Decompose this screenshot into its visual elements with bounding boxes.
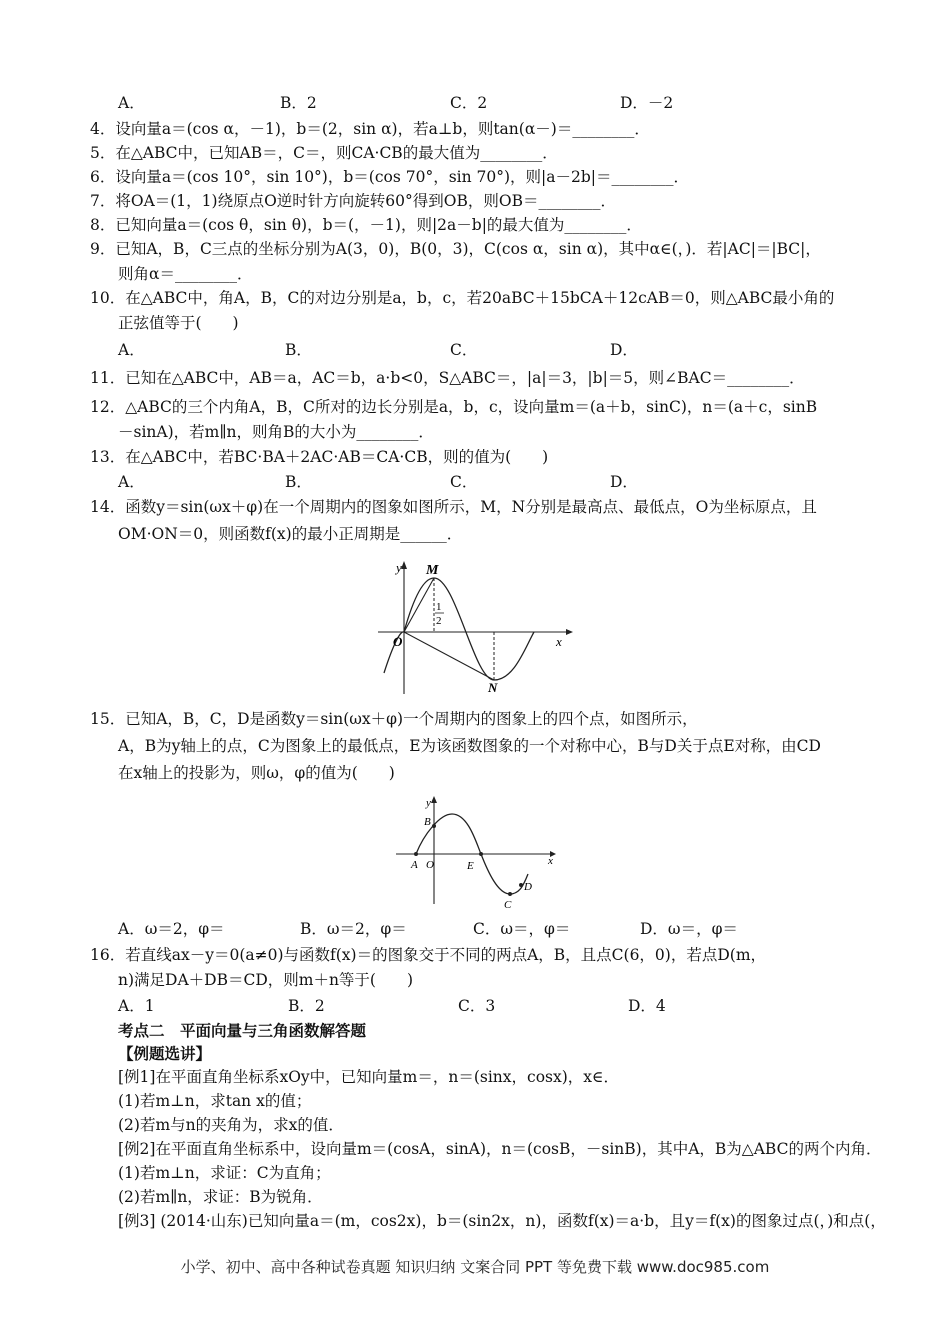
q13-option-a: A． — [118, 473, 145, 491]
fig1-half-numerator: 1 — [436, 601, 442, 613]
question-16-line1: 16．若直线ax－y＝0(a≠0)与函数f(x)＝的图象交于不同的两点A，B，且点C(6，0)，若点D(m， — [90, 946, 767, 964]
question-15-line3: 在x轴上的投影为，则ω，φ的值为( ) — [118, 764, 395, 782]
point-d — [519, 883, 523, 887]
example-2-line1: [例2]在平面直角坐标系中，设向量m＝(cosA，sinA)，n＝(cosB，－sinB)，其中A，B为△ABC的两个内角． — [118, 1140, 882, 1158]
question-9-line1: 9．已知A，B，C三点的坐标分别为A(3，0)，B(0，3)，C(cos α，sin α)，其中α∈(，)．若|AC|＝|BC|， — [90, 240, 821, 258]
example-2-line3: (2)若m∥n，求证：B为锐角． — [118, 1188, 323, 1206]
q3-option-a: A． — [118, 94, 145, 112]
q3-option-c: C．2 — [450, 94, 488, 112]
y-axis-arrow — [401, 561, 407, 569]
fig1-origin-label: O — [393, 634, 403, 649]
x-axis-arrow — [566, 629, 573, 635]
fig2-b-label: B — [424, 816, 431, 828]
question-12-line1: 12．△ABC的三个内角A，B，C所对的边长分别是a，b，c，设向量m＝(a＋b，sinC)，n＝(a＋c，sinB — [90, 398, 818, 416]
point-b — [432, 824, 436, 828]
sine-graph-figure-2 — [390, 792, 570, 912]
question-12-line2: －sinA)，若m∥n，则角B的大小为________． — [118, 423, 434, 441]
example-2-line2: (1)若m⊥n，求证：C为直角； — [118, 1164, 331, 1182]
q15-option-a: A．ω＝2，φ＝ — [118, 920, 225, 938]
y-axis-arrow — [431, 796, 437, 803]
point-a — [414, 852, 418, 856]
fig2-c-label: C — [504, 899, 512, 911]
point-e — [479, 852, 483, 856]
question-11: 11．已知在△ABC中，AB＝a，AC＝b，a·b<0，S△ABC＝，|a|＝3，|b|＝5，则∠BAC＝________． — [90, 369, 805, 387]
q16-option-a: A．1 — [118, 997, 155, 1015]
sine-curve — [384, 578, 534, 680]
example-1-line3: (2)若m与n的夹角为，求x的值． — [118, 1116, 344, 1134]
question-8: 8．已知向量a＝(cos θ，sin θ)，b＝(，－1)，则|2a－b|的最大值为________． — [90, 216, 642, 234]
q16-option-c: C．3 — [458, 997, 496, 1015]
fig1-n-label: N — [488, 680, 498, 695]
question-5: 5．在△ABC中，已知AB＝，C＝，则CA·CB的最大值为________． — [90, 144, 558, 162]
q13-option-d: D． — [610, 473, 638, 491]
question-7: 7．将OA＝(1，1)绕原点O逆时针方向旋转60°得到OB，则OB＝________． — [90, 192, 616, 210]
footer-watermark: 小学、初中、高中各种试卷真题 知识归纳 文案合同 PPT 等免费下载 www.doc985.com — [180, 1258, 770, 1276]
example-1-line1: [例1]在平面直角坐标系xOy中，已知向量m＝，n＝(sinx，cosx)，x∈． — [118, 1068, 619, 1086]
q10-option-c: C． — [450, 341, 478, 359]
fig2-origin-label: O — [426, 859, 434, 871]
question-13: 13．在△ABC中，若BC·BA＋2AC·AB＝CA·CB，则的值为( ) — [90, 448, 549, 466]
q13-option-c: C． — [450, 473, 478, 491]
question-6: 6．设向量a＝(cos 10°，sin 10°)，b＝(cos 70°，sin 70°)，则|a－2b|＝________． — [90, 168, 690, 186]
fig2-e-label: E — [467, 860, 474, 872]
fig1-y-label: y — [396, 560, 402, 575]
q10-option-b: B． — [285, 341, 312, 359]
question-9-line2: 则角α＝________． — [118, 265, 253, 283]
q15-option-b: B．ω＝2，φ＝ — [300, 920, 407, 938]
q3-option-b: B．2 — [280, 94, 317, 112]
fig1-m-label: M — [426, 563, 439, 578]
fig2-a-label: A — [411, 859, 418, 871]
question-16-line2: n)满足DA＋DB＝CD，则m＋n等于( ) — [118, 971, 414, 989]
question-15-line1: 15．已知A，B，C，D是函数y＝sin(ωx＋φ)一个周期内的图象上的四个点，如图所示， — [90, 710, 698, 728]
segment-on — [404, 632, 494, 680]
section-title: 考点二 平面向量与三角函数解答题 — [118, 1022, 367, 1040]
q10-option-d: D． — [610, 341, 638, 359]
question-4: 4．设向量a＝(cos α，－1)，b＝(2，sin α)，若a⊥b，则tan(α－)＝________． — [90, 120, 650, 138]
segment-om — [404, 578, 434, 632]
subsection-title: 【例题选讲】 — [118, 1045, 212, 1063]
example-3-line1: [例3] (2014·山东)已知向量a＝(m，cos2x)，b＝(sin2x，n)，函数f(x)＝a·b，且y＝f(x)的图象过点(，)和点(， — [118, 1212, 886, 1230]
q16-option-b: B．2 — [288, 997, 325, 1015]
fig2-y-label: y — [426, 797, 431, 809]
question-10-line1: 10．在△ABC中，角A，B，C的对边分别是a，b，c，若20aBC＋15bCA＋12cAB＝0，则△ABC最小角的 — [90, 289, 835, 307]
fig2-x-label: x — [548, 855, 553, 867]
question-14-line2: OM·ON＝0，则函数f(x)的最小正周期是______． — [118, 525, 463, 543]
fig2-d-label: D — [524, 881, 532, 893]
point-c — [508, 892, 512, 896]
fig1-half-denominator: 2 — [436, 615, 442, 627]
q10-option-a: A． — [118, 341, 145, 359]
fig1-x-label: x — [556, 634, 562, 649]
question-15-line2: A，B为y轴上的点，C为图象上的最低点，E为该函数图象的一个对称中心，B与D关于点E对称，由CD — [118, 737, 821, 755]
question-10-line2: 正弦值等于( ) — [118, 314, 239, 332]
question-14-line1: 14．函数y＝sin(ωx＋φ)在一个周期内的图象如图所示，M，N分别是最高点、最低点，O为坐标原点，且 — [90, 498, 817, 516]
q3-option-d: D．－2 — [620, 94, 674, 112]
q13-option-b: B． — [285, 473, 312, 491]
q15-option-c: C．ω＝，φ＝ — [473, 920, 571, 938]
q16-option-d: D．4 — [628, 997, 666, 1015]
example-1-line2: (1)若m⊥n，求tan x的值； — [118, 1092, 312, 1110]
q15-option-d: D．ω＝，φ＝ — [640, 920, 738, 938]
sine-graph-figure-1 — [370, 558, 580, 698]
